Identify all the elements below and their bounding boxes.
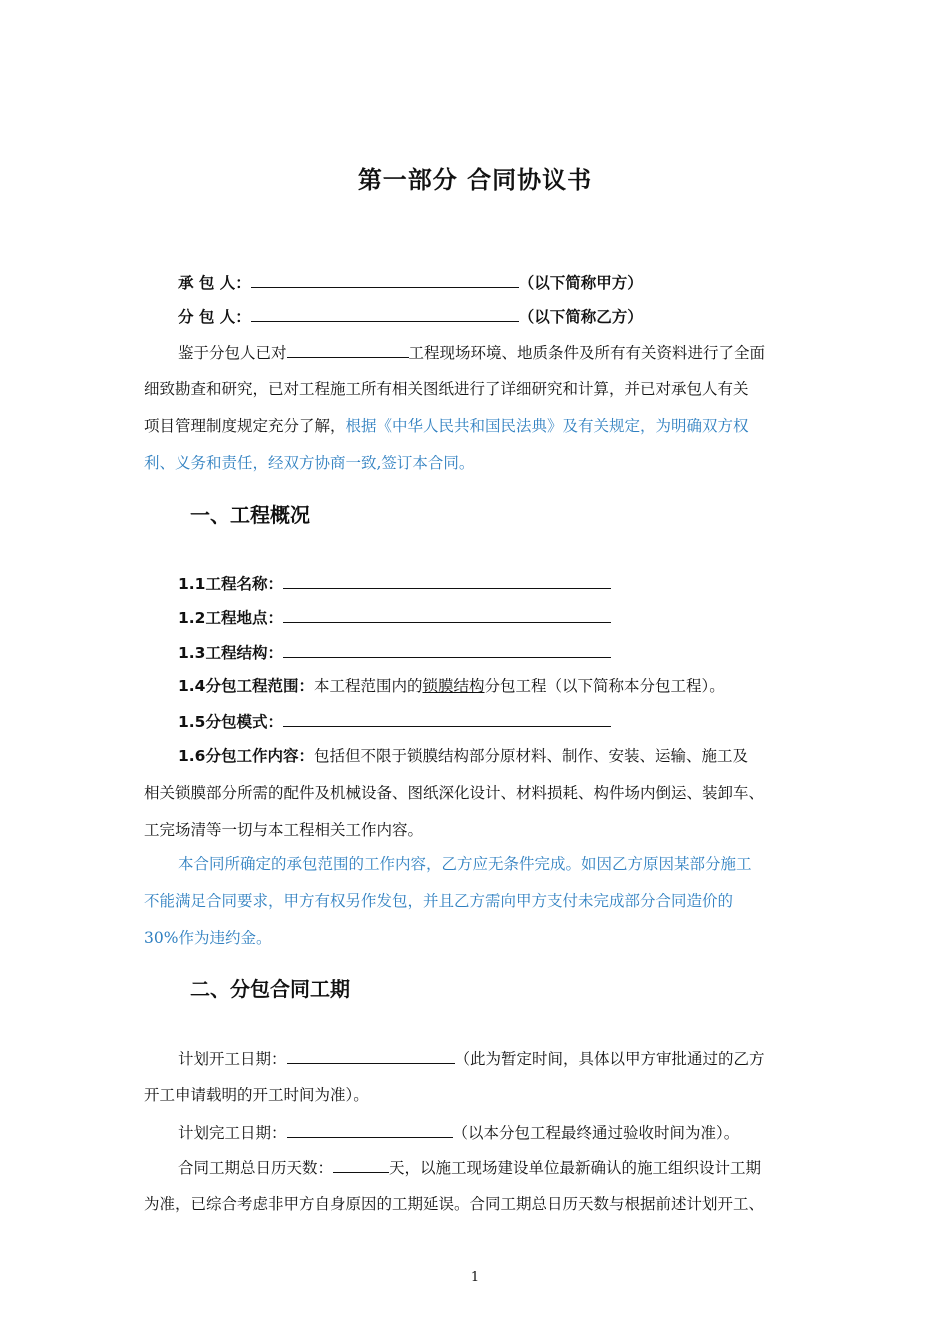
- content-line-1: [178, 745, 748, 767]
- intro-line-2: 细致勘查和研究，已对工程施工所有相关图纸进行了详细研究和计算，并已对承包人有关: [144, 380, 749, 398]
- contractor-line: [178, 271, 643, 294]
- intro-text: 鉴于分包人已对: [178, 344, 287, 362]
- subcontractor-note: （以下简称乙方）: [518, 308, 643, 326]
- intro-line-1: [178, 341, 765, 364]
- project-location-line: [178, 606, 611, 629]
- subcontractor-blank[interactable]: [251, 305, 519, 322]
- mode-label: 1.5分包模式：: [178, 713, 283, 731]
- scope-label: 1.4分包工程范围：: [178, 677, 314, 695]
- start-date-line: [178, 1047, 765, 1070]
- project-name-label: 1.1工程名称：: [178, 575, 283, 593]
- intro-line-4: 利、义务和责任，经双方协商一致,签订本合同。: [144, 454, 475, 472]
- penalty-line-3: 30%作为违约金。: [144, 929, 272, 947]
- project-structure-blank[interactable]: [283, 641, 611, 658]
- intro-text: 工程现场环境、地质条件及所有有关资料进行了全面: [408, 344, 766, 362]
- subcontractor-line: [178, 305, 643, 328]
- contractor-blank[interactable]: [251, 271, 519, 288]
- project-name-blank[interactable]: [283, 572, 611, 589]
- project-blank[interactable]: [287, 341, 409, 358]
- total-days-line: [178, 1156, 761, 1179]
- start-date-note: （此为暂定时间，具体以甲方审批通过的乙方: [454, 1050, 765, 1068]
- content-line-2: 相关锁膜部分所需的配件及机械设备、图纸深化设计、材料损耗、构件场内倒运、装卸车、: [144, 784, 765, 802]
- scope-text: 本工程范围内的: [313, 677, 423, 695]
- section-1-heading: 一、工程概况: [190, 503, 310, 527]
- end-date-label: 计划完工日期：: [178, 1124, 287, 1142]
- start-date-blank[interactable]: [287, 1047, 455, 1064]
- subcontractor-label: 分 包 人：: [178, 308, 251, 326]
- content-line-3: 工完场清等一切与本工程相关工作内容。: [144, 821, 424, 839]
- total-days-label: 合同工期总日历天数：: [178, 1159, 334, 1177]
- contractor-note: （以下简称甲方）: [518, 274, 643, 292]
- intro-legal-text: 根据《中华人民共和国民法典》及有关规定，为明确双方权: [345, 417, 749, 435]
- content-text: 包括但不限于锁膜结构部分原材料、制作、安装、运输、施工及: [313, 747, 748, 765]
- mode-line: [178, 710, 611, 733]
- total-days-blank[interactable]: [333, 1156, 389, 1173]
- project-location-label: 1.2工程地点：: [178, 609, 283, 627]
- project-name-line: [178, 572, 611, 595]
- end-date-blank[interactable]: [287, 1121, 453, 1138]
- total-days-note: 天，以施工现场建设单位最新确认的施工组织设计工期: [389, 1159, 762, 1177]
- scope-line: [178, 675, 725, 697]
- project-location-blank[interactable]: [283, 606, 611, 623]
- mode-blank[interactable]: [283, 710, 611, 727]
- section-2-heading: 二、分包合同工期: [190, 977, 350, 1001]
- intro-text: 项目管理制度规定充分了解，: [144, 417, 346, 435]
- page-title: 第一部分 合同协议书: [357, 166, 593, 194]
- page-number: 1: [470, 1270, 480, 1285]
- scope-underlined: 锁膜结构: [422, 677, 485, 695]
- contractor-label: 承 包 人：: [178, 274, 251, 292]
- end-date-line: [178, 1121, 739, 1144]
- scope-text: 分包工程（以下简称本分包工程）。: [484, 677, 725, 695]
- start-date-label: 计划开工日期：: [178, 1050, 287, 1068]
- project-structure-label: 1.3工程结构：: [178, 644, 283, 662]
- project-structure-line: [178, 641, 611, 664]
- penalty-line-2: 不能满足合同要求，甲方有权另作发包，并且乙方需向甲方支付未完成部分合同造价的: [144, 892, 734, 910]
- end-date-note: （以本分包工程最终通过验收时间为准）。: [452, 1124, 740, 1142]
- content-label: 1.6分包工作内容：: [178, 747, 314, 765]
- total-days-line-2: 为准，已综合考虑非甲方自身原因的工期延误。合同工期总日历天数与根据前述计划开工、: [144, 1195, 765, 1213]
- penalty-line-1: 本合同所确定的承包范围的工作内容，乙方应无条件完成。如因乙方原因某部分施工: [178, 855, 752, 873]
- intro-line-3: [144, 415, 749, 437]
- start-date-line-2: 开工申请载明的开工时间为准）。: [144, 1086, 369, 1104]
